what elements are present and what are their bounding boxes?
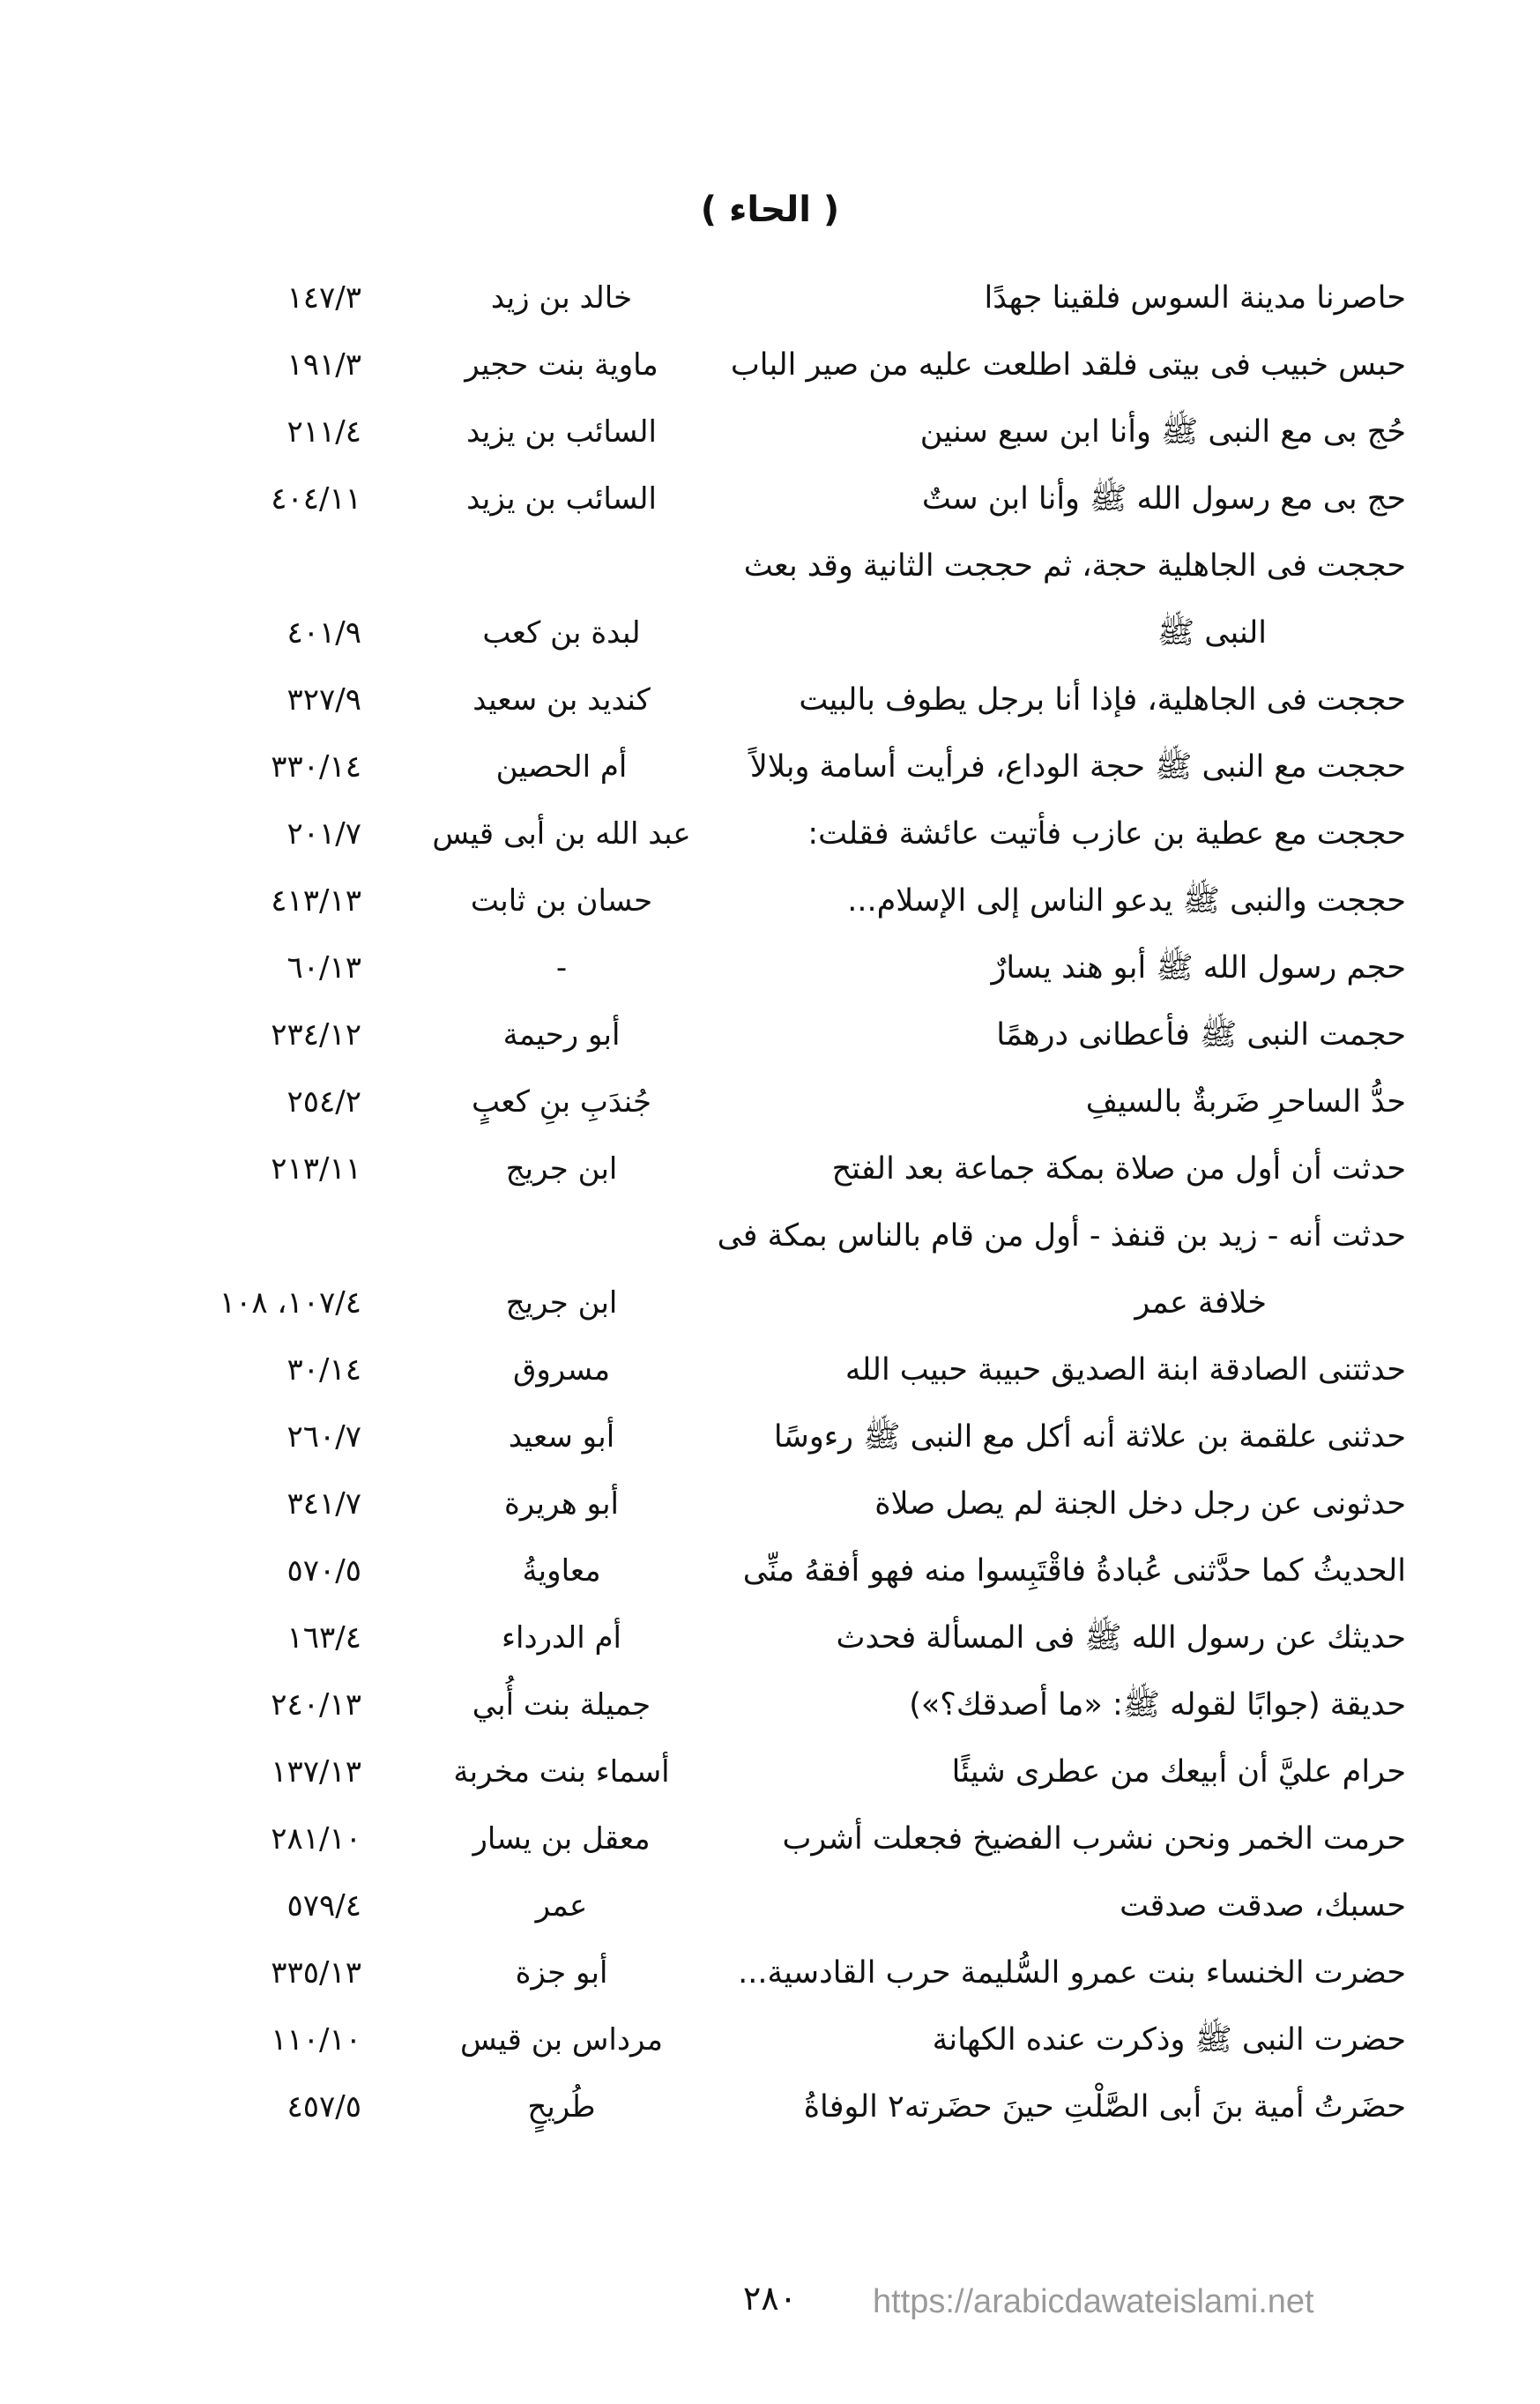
narrator-name: جُندَبِ بنِ كعبٍ [471,1084,652,1120]
narrator-name: ماوية بنت حجير [465,347,658,383]
hadith-opening-text: حسبك، صدقت صدقت [1120,1888,1406,1924]
volume-page-reference: ٤٠١/٩ [286,615,361,651]
volume-page-reference: ١٣٧/١٣ [271,1754,361,1790]
hadith-opening-text: الحديثُ كما حدَّثنى عُبادةُ فاقْتَبِسوا منه فهو أفقهُ منِّى [742,1553,1406,1589]
narrator-name: خالد بن زيد [490,280,633,316]
index-row [0,1135,1540,1202]
index-row [0,733,1540,800]
index-row [0,1202,1540,1269]
index-row [0,599,1540,666]
hadith-opening-text: حدثونى عن رجل دخل الجنة لم يصل صلاة [874,1486,1406,1522]
narrator-name: لبدة بن كعب [482,615,641,651]
volume-page-reference: ٤٠٤/١١ [271,481,361,517]
hadith-opening-text: حُج بى مع النبى ﷺ وأنا ابن سبع سنين [919,414,1406,450]
narrator-name: أبو سعيد [508,1419,615,1455]
hadith-opening-text: حججت فى الجاهلية، فإذا أنا برجل يطوف بالبيت [799,682,1406,718]
volume-page-reference: ٢٦٠/٧ [286,1419,361,1455]
hadith-opening-text: حدثنى علقمة بن علاثة أنه أكل مع النبى ﷺ رءوسًا [773,1419,1406,1455]
narrator-name: جميلة بنت أُبي [472,1687,651,1723]
hadith-opening-text: حضرت النبى ﷺ وذكرت عنده الكهانة [932,2022,1406,2058]
volume-page-reference: ٢٠١/٧ [286,816,361,852]
narrator-name: مرداس بن قيس [460,2022,663,2058]
volume-page-reference: ٢٨١/١٠ [271,1821,361,1857]
hadith-opening-text: حرمت الخمر ونحن نشرب الفضيخ فجعلت أشرب [782,1821,1406,1857]
volume-page-reference: ٣٢٧/٩ [286,682,361,718]
volume-page-reference: ١٠٧/٤، ١٠٨ [219,1285,361,1321]
page-number: ٢٨٠ [742,2279,798,2318]
volume-page-reference: ٤٥٧/٥ [286,2089,361,2125]
narrator-name: أم الحصين [495,749,628,785]
index-row [0,465,1540,532]
index-row [0,1001,1540,1068]
hadith-opening-text: حضَرتُ أمية بنَ أبى الصَّلْتِ حينَ حضَرته٢ الوفاةُ [803,2089,1406,2125]
narrator-name: السائب بن يزيد [466,481,657,517]
section-title: ( الحاء ) [700,190,840,230]
index-row [0,1738,1540,1805]
hadith-opening-text: حديثك عن رسول الله ﷺ فى المسألة فحدث [836,1620,1406,1656]
narrator-name: السائب بن يزيد [466,414,657,450]
index-row [0,1269,1540,1336]
volume-page-reference: ٥٧٠/٥ [286,1553,361,1589]
index-row [0,1537,1540,1604]
narrator-name: أم الدرداء [502,1620,621,1656]
hadith-opening-text: حجمت النبى ﷺ فأعطانى درهمًا [996,1017,1406,1053]
volume-page-reference: ٢١٣/١١ [271,1151,361,1187]
narrator-name: معاويةُ [522,1553,601,1589]
index-row [0,1939,1540,2006]
volume-page-reference: ٢٤٠/١٣ [271,1687,361,1723]
narrator-name: مسروق [512,1352,611,1388]
hadith-opening-text: حبس خبيب فى بيتى فلقد اطلعت عليه من صير الباب [730,347,1406,383]
index-row [0,934,1540,1001]
index-row [0,1805,1540,1872]
index-row [0,867,1540,934]
hadith-opening-text: حدثت أن أول من صلاة بمكة جماعة بعد الفتح [831,1151,1406,1187]
index-row [0,532,1540,599]
narrator-name: عمر [535,1888,588,1924]
volume-page-reference: ١٤٧/٣ [286,280,361,316]
index-row [0,1671,1540,1738]
hadith-opening-text: حدثت أنه - زيد بن قنفذ - أول من قام بالناس بمكة فى [717,1218,1406,1254]
volume-page-reference: ١١٠/١٠ [271,2022,361,2058]
narrator-name: ابن جريج [505,1285,618,1321]
hadith-opening-text: حدُّ الساحرِ ضَربةٌ بالسيفِ [1085,1084,1406,1120]
index-row [0,1403,1540,1470]
volume-page-reference: ٢٣٤/١٢ [271,1017,361,1053]
hadith-opening-text: حججت والنبى ﷺ يدعو الناس إلى الإسلام... [847,883,1406,919]
index-row [0,264,1540,331]
narrator-name: ابن جريج [505,1151,618,1187]
hadith-opening-text: حججت فى الجاهلية حجة، ثم حججت الثانية وقد بعث [743,548,1406,584]
index-row [0,1872,1540,1939]
narrator-name: أبو رحيمة [502,1017,621,1053]
volume-page-reference: ١٩١/٣ [286,347,361,383]
volume-page-reference: ٣٣٥/١٣ [271,1955,361,1991]
index-row [0,331,1540,398]
index-row [0,1068,1540,1135]
hadith-opening-text: النبى ﷺ [1157,615,1267,651]
hadith-opening-text: حاصرنا مدينة السوس فلقينا جهدًا [984,280,1406,316]
hadith-opening-text: حديقة (جوابًا لقوله ﷺ: «ما أصدقك؟») [909,1687,1406,1723]
narrator-name: معقل بن يسار [472,1821,651,1857]
index-row [0,800,1540,867]
volume-page-reference: ٣٠/١٤ [286,1352,361,1388]
volume-page-reference: ٢١١/٤ [286,414,361,450]
hadith-opening-text: حججت مع النبى ﷺ حجة الوداع، فرأيت أسامة وبلالاً [749,749,1406,785]
hadith-opening-text: حرام عليَّ أن أبيعك من عطرى شيئًا [951,1754,1406,1790]
narrator-name: كنديد بن سعيد [472,682,651,718]
narrator-name: أبو جزة [515,1955,608,1991]
index-table [0,264,1540,2140]
narrator-name: أبو هريرة [503,1486,619,1522]
narrator-name: عبد الله بن أبى قيس [432,816,691,852]
hadith-opening-text: حضرت الخنساء بنت عمرو السُّليمة حرب القادسية... [738,1955,1406,1991]
hadith-opening-text: حدثتنى الصادقة ابنة الصديق حبيبة حبيب الله [844,1352,1406,1388]
volume-page-reference: ٣٤١/٧ [286,1486,361,1522]
volume-page-reference: ١٦٣/٤ [286,1620,361,1656]
volume-page-reference: ٢٥٤/٢ [286,1084,361,1120]
index-row [0,666,1540,733]
hadith-opening-text: حج بى مع رسول الله ﷺ وأنا ابن ستٌ [921,481,1406,517]
hadith-opening-text: حججت مع عطية بن عازب فأتيت عائشة فقلت: [807,816,1406,852]
index-row [0,2073,1540,2140]
narrator-name: طُريحٍ [527,2089,596,2125]
narrator-name: حسان بن ثابت [470,883,653,919]
volume-page-reference: ٥٧٩/٤ [286,1888,361,1924]
volume-page-reference: ٣٣٠/١٤ [271,749,361,785]
volume-page-reference: ٤١٣/١٣ [271,883,361,919]
hadith-opening-text: خلافة عمر [1135,1285,1267,1321]
index-row [0,398,1540,465]
narrator-name: أسماء بنت مخربة [453,1754,670,1790]
hadith-opening-text: حجم رسول الله ﷺ أبو هند يسارٌ [991,950,1406,986]
index-row [0,2006,1540,2073]
narrator-name: - [555,950,568,986]
index-row [0,1336,1540,1403]
watermark-url: https://arabicdawateislami.net [873,2283,1314,2320]
index-row [0,1470,1540,1537]
volume-page-reference: ٦٠/١٣ [286,950,361,986]
index-row [0,1604,1540,1671]
